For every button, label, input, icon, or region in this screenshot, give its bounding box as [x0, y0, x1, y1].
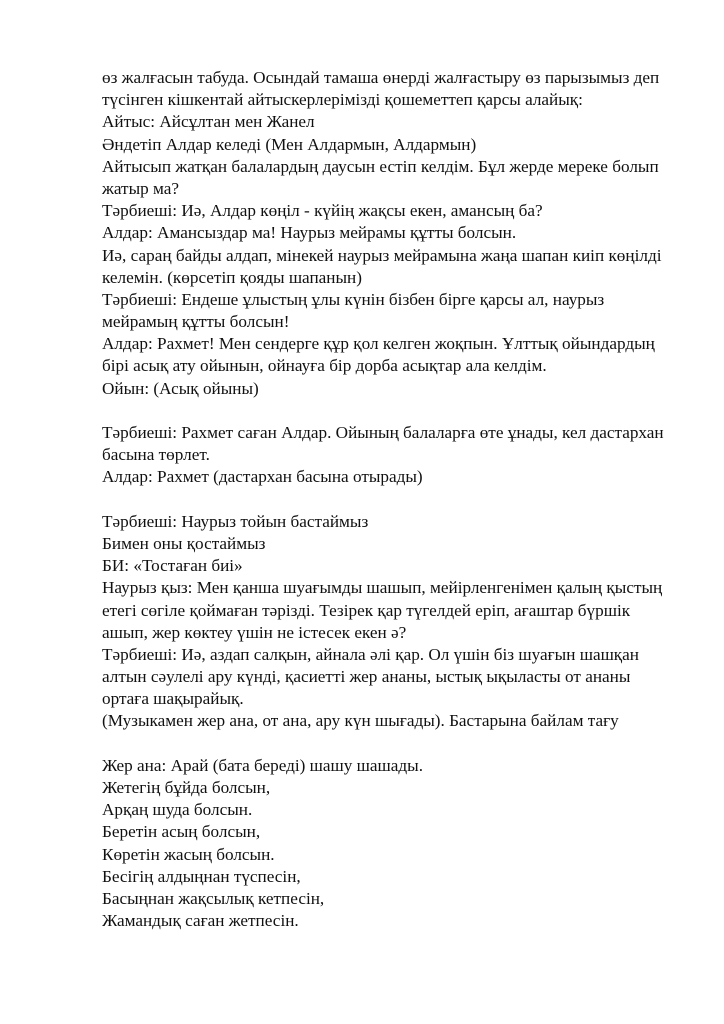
text-line: Бесігің алдыңнан түспесін, — [102, 866, 301, 886]
text-line: Айтысып жатқан балалардың даусын естіп келдім. Бұл жерде мереке болып — [102, 156, 659, 176]
text-line: Беретін асың болсын, — [102, 822, 261, 842]
text-line: Тәрбиеші: Иә, аздап салқын, айнала әлі қар. Ол үшін біз шуағын шашқан — [102, 644, 639, 664]
text-line: Басыңнан жақсылық кетпесін, — [102, 888, 325, 908]
document-body — [102, 67, 688, 932]
text-line: Көретін жасың болсын. — [102, 844, 275, 864]
text-line: (Музыкамен жер ана, от ана, ару күн шығады). Бастарына байлам тағу — [102, 711, 619, 731]
text-line: жатыр ма? — [102, 178, 180, 198]
text-line: мейрамың құтты болсын! — [102, 312, 290, 332]
text-line: басына төрлет. — [102, 445, 210, 465]
text-line: өз жалғасын табуда. Осындай тамаша өнерді жалғастыру өз парызымыз деп — [102, 68, 660, 87]
text-line: Бимен оны қостаймыз — [102, 533, 266, 553]
text-line: бірі асық ату ойынын, ойнауға бір дорба асықтар ала келдім. — [102, 356, 547, 376]
text-line: Жамандық саған жетпесін. — [102, 911, 299, 931]
text-line: БИ: «Тостаған биі» — [102, 556, 243, 576]
text-line: Жер ана: Арай (бата береді) шашу шашады. — [102, 755, 423, 775]
text-line: Алдар: Рахмет (дастархан басына отырады) — [102, 467, 423, 487]
text-line: Тәрбиеші: Иә, Алдар көңіл - күйің жақсы екен, амансың ба? — [102, 201, 543, 221]
text-line: Тәрбиеші: Рахмет саған Алдар. Ойының балаларға өте ұнады, кел дастархан — [102, 423, 664, 442]
text-line: Тәрбиеші: Ендеше ұлыстың ұлы күнін бізбен бірге қарсы ал, наурыз — [102, 289, 605, 309]
text-line: Алдар: Рахмет! Мен сендерге құр қол келген жоқпын. Ұлттық ойындардың — [102, 334, 655, 354]
blank-line — [102, 400, 688, 422]
text-line: Наурыз қыз: Мен қанша шуағымды шашып, мейірленгенімен қалың қыстың — [102, 578, 663, 598]
text-line: ашып, жер көктеу үшін не істесек екен ә? — [102, 622, 407, 642]
blank-line — [102, 489, 688, 511]
text-line: Арқаң шуда болсын. — [102, 800, 253, 820]
text-line: Тәрбиеші: Наурыз тойын бастаймыз — [102, 511, 369, 531]
text-line: Жетегің бұйда болсын, — [102, 778, 271, 797]
text-line: Әндетіп Алдар келеді (Мен Алдармын, Алдармын) — [102, 134, 477, 154]
text-line: Айтыс: Айсұлтан мен Жанел — [102, 112, 315, 132]
blank-line — [102, 733, 688, 755]
text-line: түсінген кішкентай айтыскерлерімізді қошеметтеп қарсы алайық: — [102, 90, 583, 110]
text-line: Иә, сараң байды алдап, мінекей наурыз мейрамына жаңа шапан киіп көңілді — [102, 245, 662, 265]
text-line: ортаға шақырайық. — [102, 689, 244, 709]
text-line: алтын сәулелі ару күнді, қасиетті жер ананы, ыстық ықыласты от ананы — [102, 667, 631, 687]
text-line: Алдар: Амансыздар ма! Наурыз мейрамы құтты болсын. — [102, 223, 517, 243]
text-line: Ойын: (Асық ойыны) — [102, 378, 259, 398]
text-line: етегі сөгіле қоймаған тәрізді. Тезірек қар түгелдей еріп, ағаштар бүршік — [102, 600, 631, 620]
text-line: келемін. (көрсетіп қояды шапанын) — [102, 267, 362, 287]
